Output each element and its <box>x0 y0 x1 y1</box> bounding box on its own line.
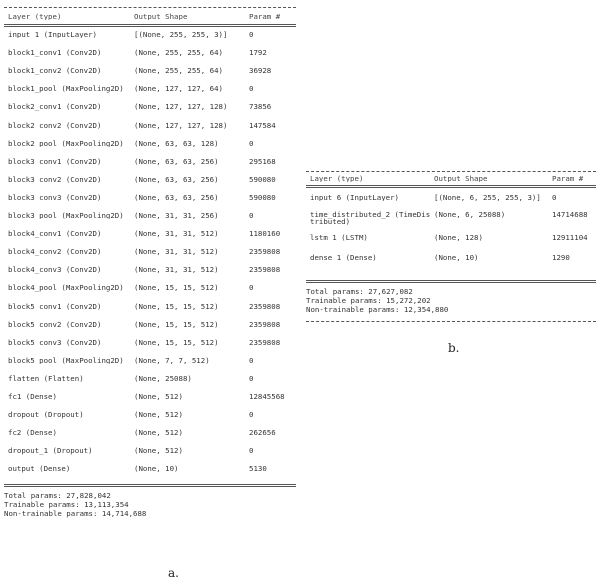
layer-name: block2_conv1 (Conv2D) <box>8 103 102 111</box>
output-shape: (None, 31, 31, 512) <box>134 230 219 238</box>
layer-name: block3_conv3 (Conv2D) <box>8 193 102 202</box>
layer-name: fc1 (Dense) <box>8 393 57 401</box>
param-count: 2359808 <box>249 320 281 328</box>
param-count: 590080 <box>249 175 276 184</box>
output-shape: (None, 31, 31, 512) <box>134 266 219 274</box>
param-count: 2359808 <box>249 266 281 274</box>
trainable-params: Trainable params: 13,113,354 <box>4 500 129 509</box>
table-row <box>4 411 296 421</box>
output-shape: (None, 127, 127, 128) <box>134 121 228 129</box>
table-row <box>4 140 296 150</box>
table-row <box>4 103 296 113</box>
output-shape: (None, 15, 15, 512) <box>134 338 219 347</box>
non-trainable-params: Non-trainable params: 14,714,688 <box>4 509 147 518</box>
layer-name: dropout (Dropout) <box>8 411 84 419</box>
output-shape: (None, 63, 63, 256) <box>134 193 219 202</box>
param-count: 0 <box>249 212 254 220</box>
table-row <box>4 429 296 439</box>
header-double-rule <box>4 24 296 25</box>
param-count: 12911104 <box>552 234 588 242</box>
layer-name: fc2 (Dense) <box>8 429 57 437</box>
output-shape: (None, 15, 15, 512) <box>134 302 219 310</box>
layer-name: block4_conv2 (Conv2D) <box>8 248 102 256</box>
param-count: 0 <box>249 411 254 419</box>
layer-name: output (Dense) <box>8 465 71 473</box>
layer-name: lstm_1 (LSTM) <box>310 234 368 242</box>
param-count: 262656 <box>249 429 276 437</box>
layer-name: block3_pool (MaxPooling2D) <box>8 212 124 220</box>
param-count: 0 <box>249 374 254 383</box>
output-shape: (None, 6, 25088) <box>434 211 506 219</box>
table-row <box>306 194 596 204</box>
layer-name: input_6 (InputLayer) <box>310 194 399 202</box>
layer-name: block5_conv3 (Conv2D) <box>8 338 102 347</box>
param-count: 12845568 <box>249 393 285 401</box>
output-shape: [(None, 6, 255, 255, 3)] <box>434 194 541 202</box>
param-count: 0 <box>249 284 254 292</box>
table-row <box>4 284 296 294</box>
output-shape: (None, 127, 127, 128) <box>134 103 228 111</box>
table-row <box>4 176 296 186</box>
layer-name: block4_pool (MaxPooling2D) <box>8 284 124 292</box>
total-params: Total params: 27,828,042 <box>4 491 111 500</box>
table-row <box>4 230 296 240</box>
layer-name: block3_conv1 (Conv2D) <box>8 157 102 166</box>
table-row <box>4 357 296 367</box>
param-count: 2359808 <box>249 302 281 310</box>
table-row <box>4 49 296 59</box>
output-shape: (None, 15, 15, 512) <box>134 284 219 292</box>
layer-name: dense_1 (Dense) <box>310 254 377 262</box>
caption-b: b. <box>448 341 460 355</box>
model-summary-a <box>4 4 296 518</box>
param-count: 0 <box>249 356 254 365</box>
param-count: 1290 <box>552 254 570 262</box>
header-output-shape: Output Shape <box>434 175 488 183</box>
layer-name: input_1 (InputLayer) <box>8 31 97 39</box>
output-shape: (None, 512) <box>134 411 183 419</box>
param-count: 590080 <box>249 193 276 202</box>
table-row <box>4 85 296 95</box>
layer-name: block1_pool (MaxPooling2D) <box>8 85 124 93</box>
table-row <box>4 375 296 385</box>
output-shape: (None, 63, 63, 128) <box>134 139 219 147</box>
table-row <box>306 234 596 244</box>
output-shape: (None, 63, 63, 256) <box>134 157 219 166</box>
non-trainable-params: Non-trainable params: 12,354,880 <box>306 305 449 314</box>
layer-name: block5_conv2 (Conv2D) <box>8 320 102 328</box>
layer-name: block1_conv1 (Conv2D) <box>8 49 102 57</box>
header-param-count: Param # <box>552 175 584 183</box>
output-shape: (None, 255, 255, 64) <box>134 49 223 57</box>
table-row <box>4 158 296 168</box>
table-row <box>4 67 296 77</box>
table-row <box>4 393 296 403</box>
layer-name: block2_pool (MaxPooling2D) <box>8 139 124 147</box>
table-row <box>4 248 296 258</box>
param-count: 2359808 <box>249 248 281 256</box>
output-shape: (None, 127, 127, 64) <box>134 85 223 93</box>
output-shape: (None, 25088) <box>134 374 192 383</box>
table-row <box>4 122 296 132</box>
table-row <box>4 447 296 457</box>
table-row <box>4 339 296 349</box>
header-param-count: Param # <box>249 13 281 21</box>
caption-a: a. <box>168 566 179 580</box>
footer-double-rule <box>306 280 596 281</box>
model-summary-b <box>306 168 596 314</box>
param-count: 0 <box>249 447 254 455</box>
output-shape: (None, 63, 63, 256) <box>134 175 219 184</box>
header-row <box>4 13 296 23</box>
top-rule <box>306 171 596 172</box>
param-count: 0 <box>552 194 557 202</box>
param-count: 0 <box>249 85 254 93</box>
param-count: 36928 <box>249 67 272 75</box>
header-output-shape: Output Shape <box>134 13 188 21</box>
output-shape: (None, 512) <box>134 429 183 437</box>
layer-name: block2_conv2 (Conv2D) <box>8 121 102 129</box>
trainable-params: Trainable params: 15,272,202 <box>306 296 431 305</box>
output-shape: (None, 7, 7, 512) <box>134 356 210 365</box>
bottom-rule <box>306 321 596 322</box>
table-row <box>4 212 296 222</box>
param-count: 73856 <box>249 103 272 111</box>
header-double-rule <box>306 185 596 186</box>
param-count: 0 <box>249 139 254 147</box>
param-count: 5130 <box>249 465 267 473</box>
table-row <box>4 303 296 313</box>
table-row <box>4 194 296 204</box>
header-row <box>306 175 596 185</box>
param-count: 1792 <box>249 49 267 57</box>
table-row <box>306 211 596 226</box>
total-params: Total params: 27,627,082 <box>306 287 413 296</box>
header-layer-type: Layer (type) <box>8 13 62 21</box>
output-shape: (None, 10) <box>134 465 179 473</box>
layer-name: block4_conv3 (Conv2D) <box>8 266 102 274</box>
output-shape: (None, 128) <box>434 234 483 242</box>
output-shape: (None, 10) <box>434 254 479 262</box>
layer-name: block3_conv2 (Conv2D) <box>8 175 102 184</box>
top-rule <box>4 7 296 8</box>
param-count: 295168 <box>249 157 276 166</box>
table-row <box>4 321 296 331</box>
param-count: 14714688 <box>552 211 588 219</box>
table-row <box>4 266 296 276</box>
param-count: 147584 <box>249 121 276 129</box>
param-count: 2359808 <box>249 338 281 347</box>
layer-name: flatten (Flatten) <box>8 374 84 383</box>
layer-name: dropout_1 (Dropout) <box>8 447 93 455</box>
param-count: 1180160 <box>249 230 281 238</box>
footer-double-rule <box>4 484 296 485</box>
param-count: 0 <box>249 31 254 39</box>
header-layer-type: Layer (type) <box>310 175 364 183</box>
output-shape: (None, 512) <box>134 393 183 401</box>
layer-name: block5_pool (MaxPooling2D) <box>8 356 124 365</box>
table-row <box>306 254 596 264</box>
output-shape: (None, 31, 31, 256) <box>134 212 219 220</box>
layer-name: time_distributed_2 (TimeDis tributed) <box>310 211 431 226</box>
output-shape: [(None, 255, 255, 3)] <box>134 31 228 39</box>
output-shape: (None, 255, 255, 64) <box>134 67 223 75</box>
layer-name: block5_conv1 (Conv2D) <box>8 302 102 310</box>
table-row <box>4 465 296 475</box>
output-shape: (None, 15, 15, 512) <box>134 320 219 328</box>
layer-name: block1_conv2 (Conv2D) <box>8 67 102 75</box>
table-row <box>4 31 296 41</box>
output-shape: (None, 31, 31, 512) <box>134 248 219 256</box>
output-shape: (None, 512) <box>134 447 183 455</box>
layer-name: block4_conv1 (Conv2D) <box>8 230 102 238</box>
